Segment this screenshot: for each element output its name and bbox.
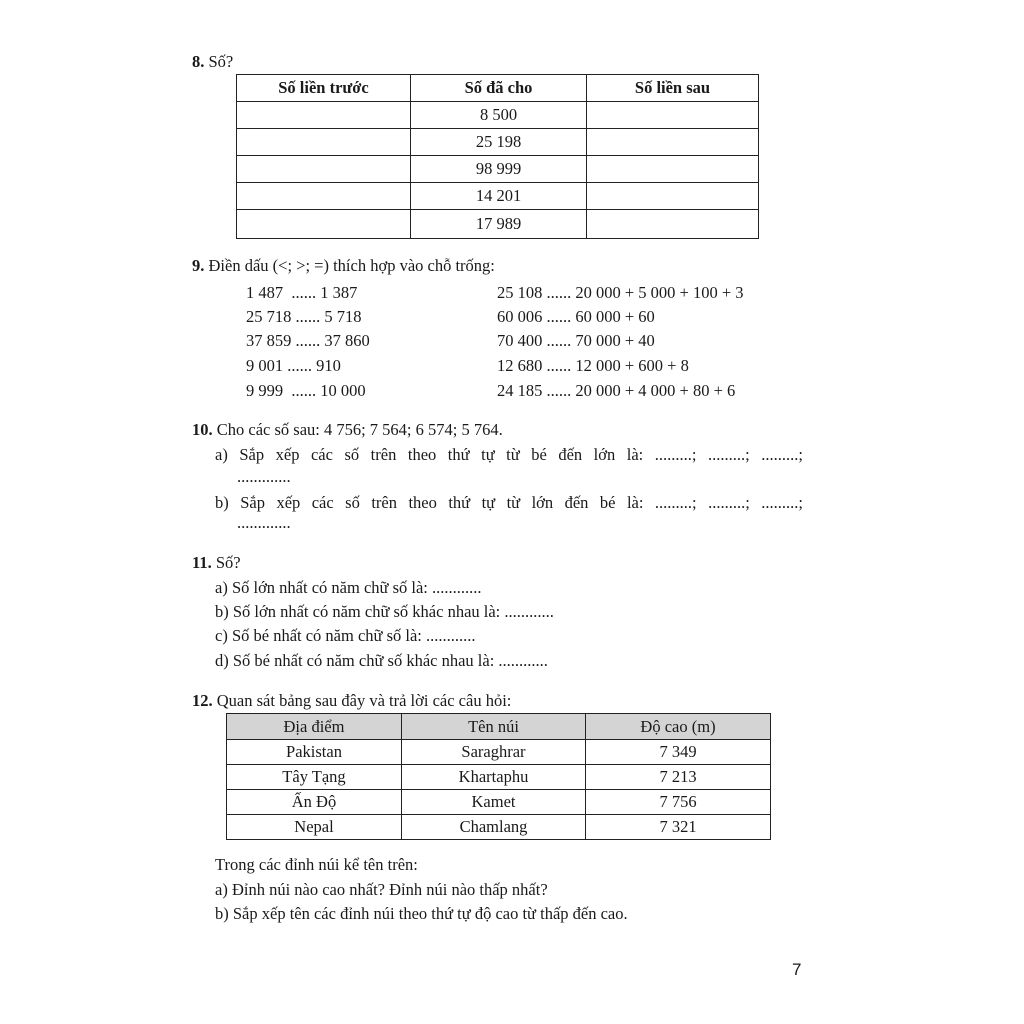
q9-right-0: 25 108 ...... 20 000 + 5 000 + 100 + 3 [497, 283, 744, 302]
given-cell: 98 999 [411, 156, 587, 183]
answer-cell[interactable] [237, 183, 411, 210]
q12-heading [192, 691, 511, 711]
q8-table [236, 74, 759, 239]
mountain-cell: Khartaphu [402, 765, 586, 790]
q12-a: a) Đỉnh núi nào cao nhất? Đỉnh núi nào thấp nhất? [215, 880, 548, 899]
table-row [237, 129, 759, 156]
answer-cell[interactable] [237, 156, 411, 183]
q12-number: 12. [192, 691, 213, 710]
location-cell: Pakistan [227, 740, 402, 765]
q9-right-1: 60 006 ...... 60 000 + 60 [497, 307, 655, 326]
mountain-cell: Chamlang [402, 815, 586, 840]
table-row [237, 183, 759, 210]
table-row [227, 765, 771, 790]
q8-title: Số? [208, 52, 234, 71]
header-mountain: Tên núi [402, 714, 586, 740]
q8-heading [192, 52, 233, 72]
given-cell: 14 201 [411, 183, 587, 210]
header-given: Số đã cho [411, 75, 587, 102]
answer-cell[interactable] [237, 102, 411, 129]
answer-cell[interactable] [587, 102, 759, 129]
location-cell: Nepal [227, 815, 402, 840]
height-cell: 7 321 [586, 815, 771, 840]
q9-number: 9. [192, 256, 205, 275]
header-height: Độ cao (m) [586, 714, 771, 740]
q12-table [226, 713, 771, 840]
q11-number: 11. [192, 553, 212, 572]
location-cell: Ấn Độ [227, 790, 402, 815]
q9-left-4: 9 999 ...... 10 000 [246, 381, 366, 400]
table-row [237, 156, 759, 183]
q11-title: Số? [215, 553, 241, 572]
height-cell: 7 349 [586, 740, 771, 765]
answer-cell[interactable] [587, 183, 759, 210]
q9-left-2: 37 859 ...... 37 860 [246, 331, 370, 350]
q9-right-4: 24 185 ...... 20 000 + 4 000 + 80 + 6 [497, 381, 736, 400]
page-number: 7 [792, 960, 802, 979]
table-row [227, 740, 771, 765]
answer-cell[interactable] [237, 210, 411, 239]
q10-b: b) Sắp xếp các số trên theo thứ tự từ lớn đến bé là: .........; .........; .........; [215, 493, 803, 512]
q8-number: 8. [192, 52, 205, 71]
header-next: Số liền sau [587, 75, 759, 102]
q9-right-3: 12 680 ...... 12 000 + 600 + 8 [497, 356, 689, 375]
q11-item-d: d) Số bé nhất có năm chữ số khác nhau là: ............ [215, 651, 548, 670]
table-row [227, 815, 771, 840]
header-location: Địa điểm [227, 714, 402, 740]
given-cell: 8 500 [411, 102, 587, 129]
q11-item-b: b) Số lớn nhất có năm chữ số khác nhau là: ............ [215, 602, 554, 621]
mountain-cell: Saraghrar [402, 740, 586, 765]
q12-title: Quan sát bảng sau đây và trả lời các câu hỏi: [216, 691, 512, 710]
q9-left-0: 1 487 ...... 1 387 [246, 283, 358, 302]
table-row [237, 102, 759, 129]
q9-title: Điền dấu (<; >; =) thích hợp vào chỗ trống: [208, 256, 495, 275]
answer-cell[interactable] [237, 129, 411, 156]
answer-cell[interactable] [587, 129, 759, 156]
q10-heading [192, 420, 503, 440]
q12-b: b) Sắp xếp tên các đỉnh núi theo thứ tự độ cao từ thấp đến cao. [215, 904, 628, 923]
q12-intro: Trong các đỉnh núi kể tên trên: [215, 855, 418, 874]
answer-cell[interactable] [587, 210, 759, 239]
q10-a-continuation: ............. [237, 467, 291, 486]
table-row [227, 790, 771, 815]
given-cell: 25 198 [411, 129, 587, 156]
q10-b-continuation: ............. [237, 513, 291, 532]
q9-left-3: 9 001 ...... 910 [246, 356, 341, 375]
height-cell: 7 756 [586, 790, 771, 815]
header-previous: Số liền trước [237, 75, 411, 102]
q9-right-2: 70 400 ...... 70 000 + 40 [497, 331, 655, 350]
q10-number: 10. [192, 420, 213, 439]
q10-a: a) Sắp xếp các số trên theo thứ tự từ bé đến lớn là: .........; .........; .........; [215, 445, 803, 464]
q11-item-a: a) Số lớn nhất có năm chữ số là: ............ [215, 578, 482, 597]
given-cell: 17 989 [411, 210, 587, 239]
location-cell: Tây Tạng [227, 765, 402, 790]
mountain-cell: Kamet [402, 790, 586, 815]
q10-title: Cho các số sau: 4 756; 7 564; 6 574; 5 764. [216, 420, 503, 439]
q11-item-c: c) Số bé nhất có năm chữ số là: ............ [215, 626, 476, 645]
q9-left-1: 25 718 ...... 5 718 [246, 307, 362, 326]
q11-heading [192, 553, 241, 573]
table-header-row [227, 714, 771, 740]
answer-cell[interactable] [587, 156, 759, 183]
table-row [237, 210, 759, 239]
height-cell: 7 213 [586, 765, 771, 790]
table-header-row [237, 75, 759, 102]
q9-heading [192, 256, 495, 276]
